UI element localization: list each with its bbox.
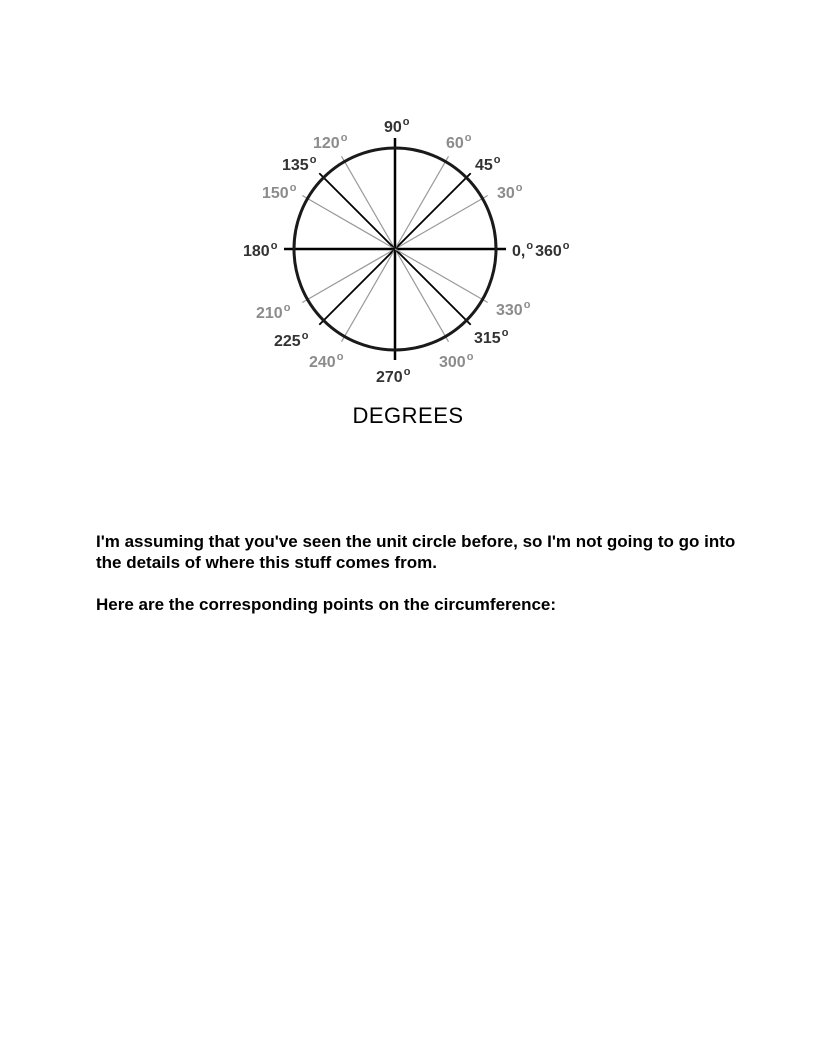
degree-symbol: o [340, 132, 348, 144]
angle-label-240 [309, 351, 344, 371]
angle-label-330 [496, 299, 531, 319]
angle-value: 210 [256, 305, 283, 322]
degree-symbol: o [493, 154, 501, 166]
angle-labels [243, 116, 570, 386]
angle-label-30 [497, 182, 523, 202]
degree-symbol: o [515, 182, 523, 194]
angle-value: 45 [475, 157, 493, 174]
intro-paragraph: I'm assuming that you've seen the unit circle before, so I'm not going to go into the details of where this stuff comes from. [96, 532, 736, 572]
degree-symbol: o [562, 240, 570, 252]
angle-label-300 [439, 351, 474, 371]
angle-value-extra: 360 [535, 243, 562, 260]
degree-symbol: o [402, 116, 410, 128]
degree-symbol: o [464, 132, 472, 144]
angle-value: 0, [512, 243, 526, 260]
degree-symbol: o [501, 327, 509, 339]
degree-symbol: o [523, 299, 531, 311]
ray-315 [395, 249, 471, 325]
angle-label-90 [384, 116, 410, 136]
angle-label-150 [262, 182, 297, 202]
angle-label-45 [475, 154, 501, 174]
angle-value: 330 [496, 302, 523, 319]
degree-symbol: o [336, 351, 344, 363]
degree-symbol: o [270, 240, 278, 252]
angle-rays [284, 138, 506, 360]
angle-label-210 [256, 302, 291, 322]
ray-135 [319, 173, 395, 249]
angle-value: 135 [282, 157, 309, 174]
diagram-caption: DEGREES [352, 403, 464, 428]
degree-symbol: o [289, 182, 297, 194]
angle-value: 225 [274, 333, 301, 350]
degree-symbol: o [309, 154, 317, 166]
angle-value: 180 [243, 243, 270, 260]
angle-value: 240 [309, 354, 336, 371]
angle-value: 270 [376, 369, 403, 386]
unit-circle-diagram [230, 110, 580, 400]
angle-value: 90 [384, 119, 402, 136]
angle-value: 300 [439, 354, 466, 371]
angle-value: 30 [497, 185, 515, 202]
degree-symbol: o [466, 351, 474, 363]
angle-label-0 [512, 240, 570, 260]
degree-symbol: o [526, 240, 534, 252]
degree-symbol: o [283, 302, 291, 314]
angle-value: 60 [446, 135, 464, 152]
angle-label-180 [243, 240, 278, 260]
degree-symbol: o [403, 366, 411, 378]
ray-45 [395, 173, 471, 249]
angle-value: 150 [262, 185, 289, 202]
angle-label-60 [446, 132, 472, 152]
angle-label-270 [376, 366, 411, 386]
angle-label-315 [474, 327, 509, 347]
angle-value: 315 [474, 330, 501, 347]
ray-225 [319, 249, 395, 325]
points-intro-paragraph: Here are the corresponding points on the circumference: [96, 595, 557, 614]
angle-label-120 [313, 132, 348, 152]
angle-label-135 [282, 154, 317, 174]
angle-label-225 [274, 330, 309, 350]
angle-value: 120 [313, 135, 340, 152]
degree-symbol: o [301, 330, 309, 342]
